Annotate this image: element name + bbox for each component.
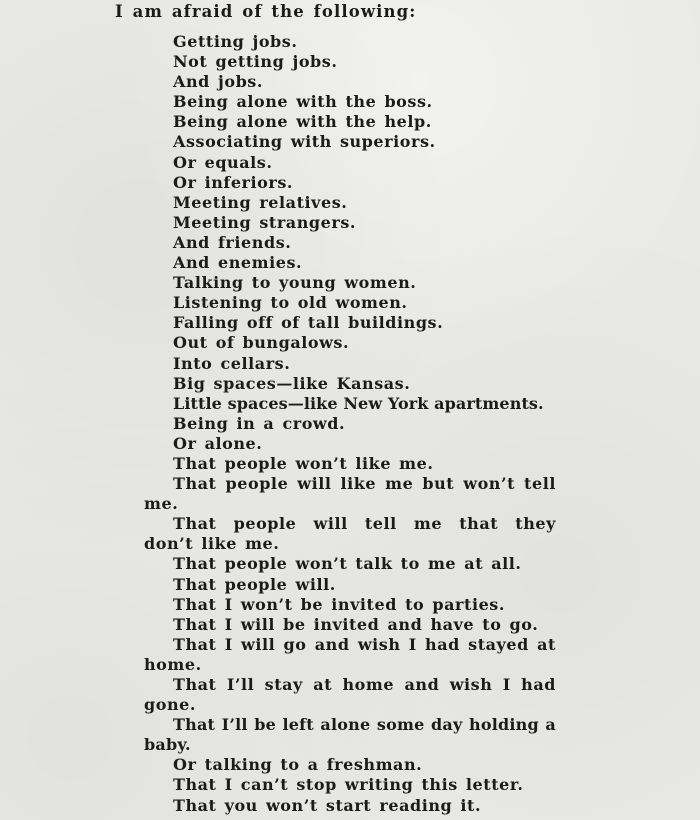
list-item: That I won’t be invited to parties. [173,594,505,614]
list-item: That people will. [173,574,336,594]
list-item: And jobs. [173,72,263,92]
list-item: And enemies. [173,253,303,273]
list-item: Associating with superiors. [173,132,436,152]
list-item: That people will like me but won’t tell me. [144,474,556,514]
list-item: Meeting relatives. [173,192,348,212]
document-heading: I am afraid of the following: [115,2,417,21]
list-item: That people will tell me that they don’t like me. [144,514,556,554]
fears-list [144,32,556,816]
list-item: Being alone with the help. [173,112,432,132]
list-item: That I will be invited and have to go. [173,614,539,634]
list-item: Meeting strangers. [173,212,357,232]
list-item: Out of bungalows. [173,333,350,353]
list-item: Little spaces—like New York apartments. [173,393,544,413]
list-item: Big spaces—like Kansas. [173,373,411,393]
list-item: Falling off of tall buildings. [173,313,444,333]
list-item: Being alone with the boss. [173,92,433,112]
list-item: That you won’t start reading it. [173,795,482,815]
list-item: Or inferiors. [173,172,294,192]
list-item: Not getting jobs. [173,52,338,72]
list-item: Into cellars. [173,353,291,373]
list-item: And friends. [173,232,292,252]
list-item: Or equals. [173,152,273,172]
list-item: Or talking to a freshman. [173,755,423,775]
list-item: Getting jobs. [173,32,298,51]
list-item: That I will go and wish I had stayed at home. [144,634,556,674]
list-item: Or alone. [173,433,263,453]
list-item: That people won’t like me. [173,453,434,473]
list-item: That I’ll be left alone some day holding a baby. [144,715,556,755]
list-item: That I can’t stop writing this letter. [173,775,524,795]
list-item: That people won’t talk to me at all. [173,554,522,574]
list-item: Talking to young women. [173,273,417,293]
list-item: Listening to old women. [173,293,408,313]
list-item: Being in a crowd. [173,413,346,433]
list-item: That I’ll stay at home and wish I had gone. [144,675,556,715]
